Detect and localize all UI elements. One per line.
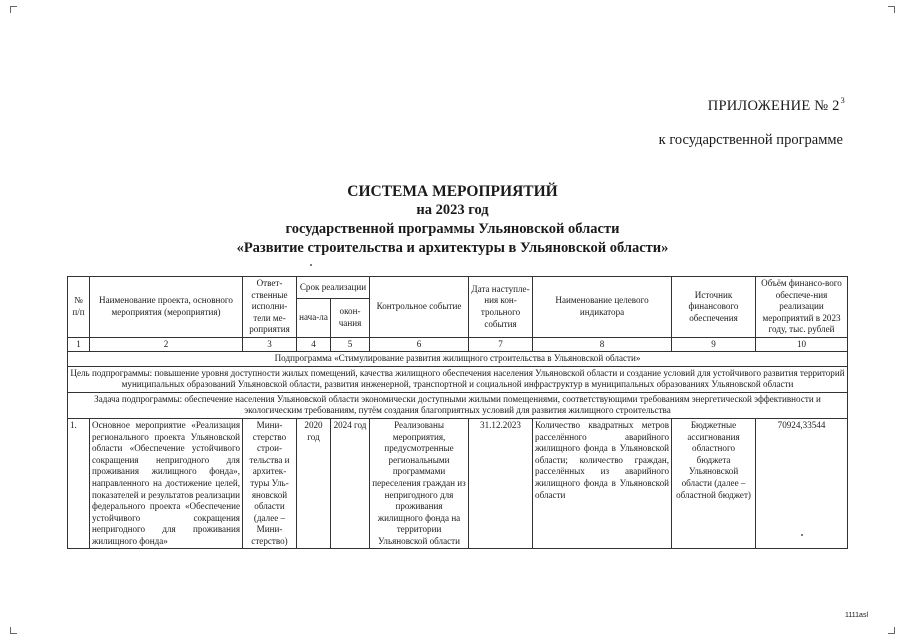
heading-line-1: СИСТЕМА МЕРОПРИЯТИЙ	[347, 183, 558, 200]
column-number: 9	[672, 337, 756, 351]
header-date: Дата наступле-ния кон-трольного события	[469, 277, 533, 338]
header-event: Контрольное событие	[370, 277, 469, 338]
row-event: Реализованы мероприятия, предусмотренные региональными программами переселения граждан из непригодного для проживания жилищного фонда на территории Ульяновской области	[370, 418, 469, 549]
row-date: 31.12.2023	[469, 418, 533, 549]
subprogram-task: Задача подпрограммы: обеспечение населения Ульяновской области экономически доступными жилыми помещениями, соответствующими требованиям энергетической эффективности и экологическим требованиям, путём создания благоприятных условий для развития жилищного строительства	[68, 392, 848, 418]
appendix-subtitle: к государственной программе	[658, 132, 843, 148]
header-num: № п/п	[68, 277, 90, 338]
column-number: 3	[243, 337, 297, 351]
row-start: 2020 год	[297, 418, 331, 549]
column-number: 4	[297, 337, 331, 351]
heading-line-2: на 2023 год	[416, 202, 489, 218]
header-executor: Ответ-ственные исполни-тели ме-роприятия	[243, 277, 297, 338]
column-number: 10	[756, 337, 848, 351]
scan-corner-mark	[10, 627, 17, 634]
column-number: 2	[90, 337, 243, 351]
scan-corner-mark	[888, 6, 895, 13]
heading-line-3: государственной программы Ульяновской области	[285, 221, 620, 237]
task-row	[68, 392, 848, 418]
header-indicator: Наименование целевого индикатора	[533, 277, 672, 338]
column-number: 6	[370, 337, 469, 351]
row-name: Основное мероприятие «Реализация регионального проекта Ульяновской области «Обеспечение устойчивого сокращения непригодного для проживания жилищного фонда», направленного на достижение целей, показателей и результатов реализации федерального проекта «Обеспечение устойчивого сокращения непригодного для проживания жилищного фонда»	[90, 418, 243, 549]
column-number-row	[68, 337, 848, 351]
column-number: 5	[331, 337, 370, 351]
header-period: Срок реализации	[297, 277, 370, 299]
header-start: нача-ла	[297, 298, 331, 337]
row-indicator: Количество квадратных метров расселённого аварийного жилищного фонда в Ульяновской области; количество граждан, расселённых из аварийного жилищного фонда в Ульяновской области	[533, 418, 672, 549]
subprogram-title: Подпрограмма «Стимулирование развития жилищного строительства в Ульяновской области»	[68, 351, 848, 366]
measures-table	[67, 276, 848, 549]
goal-row	[68, 366, 848, 392]
header-volume: Объём финансо-вого обеспече-ния реализации мероприятий в 2023 году, тыс. рублей	[756, 277, 848, 338]
row-executor: Мини-стерство строи-тельства и архитек-туры Уль-яновской области (далее – Мини-стерство)	[243, 418, 297, 549]
table-header-row	[68, 277, 848, 299]
table-row	[68, 418, 848, 549]
column-number: 7	[469, 337, 533, 351]
header-end: окон-чания	[331, 298, 370, 337]
row-source: Бюджетные ассигнования областного бюджета Ульяновской области (далее – областной бюджет)	[672, 418, 756, 549]
column-number: 8	[533, 337, 672, 351]
row-num: 1.	[68, 418, 90, 549]
page-reference: 1111asl	[845, 612, 868, 619]
header-name: Наименование проекта, основного мероприятия (мероприятия)	[90, 277, 243, 338]
row-volume: 70924,33544	[756, 418, 848, 549]
row-end: 2024 год	[331, 418, 370, 549]
scan-corner-mark	[888, 627, 895, 634]
scan-corner-mark	[10, 6, 17, 13]
appendix-superscript: 3	[840, 95, 845, 105]
subprogram-goal: Цель подпрограммы: повышение уровня доступности жилых помещений, качества жилищного обеспечения населения Ульяновской области и создание условий для устойчивого развития территорий муниципальных образований Ульяновской области, развития инженерной, транспортной и социальной инфраструктур в муниципальных образованиях Ульяновской области	[68, 366, 848, 392]
document-heading	[0, 182, 905, 258]
heading-line-4: «Развитие строительства и архитектуры в Ульяновской области»	[236, 240, 669, 256]
column-number: 1	[68, 337, 90, 351]
appendix-title: ПРИЛОЖЕНИЕ № $2^3$	[707, 95, 845, 114]
subprogram-row	[68, 351, 848, 366]
scan-speck	[310, 264, 312, 266]
header-source: Источник финансового обеспечения	[672, 277, 756, 338]
